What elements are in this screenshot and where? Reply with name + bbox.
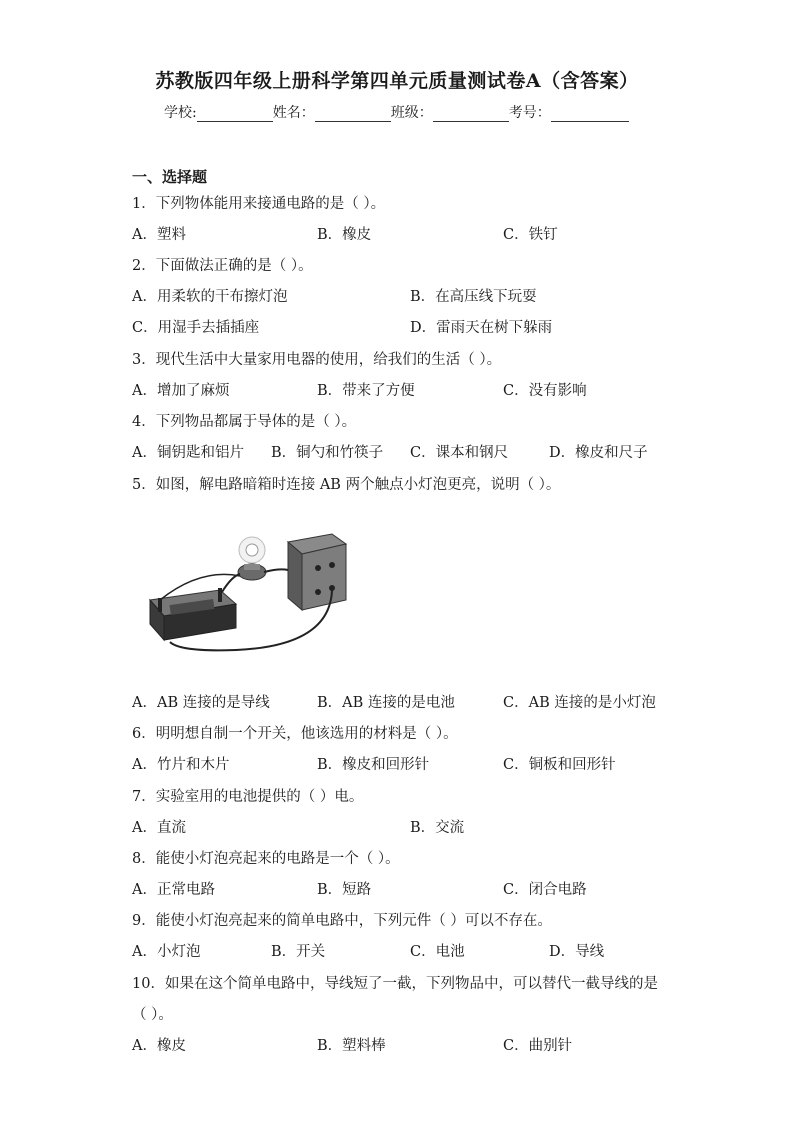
school-blank[interactable]	[197, 105, 273, 122]
option[interactable]: A．竹片和木片	[132, 757, 230, 773]
class-label: 班级：	[390, 105, 433, 121]
option[interactable]: B．AB 连接的是电池	[317, 695, 455, 711]
section-heading: 一、选择题	[132, 168, 208, 186]
question-stem: 6．明明想自制一个开关，他该选用的材料是（ ）。	[132, 726, 458, 742]
option[interactable]: D．橡皮和尺子	[549, 445, 648, 461]
question-stem-continued: （ ）。	[132, 1007, 173, 1023]
option[interactable]: C．没有影响	[503, 383, 587, 399]
option[interactable]: C．课本和钢尺	[410, 445, 509, 461]
option[interactable]: C．闭合电路	[503, 882, 587, 898]
option[interactable]: B．塑料棒	[317, 1038, 386, 1054]
question-stem: 7．实验室用的电池提供的（ ）电。	[132, 789, 364, 805]
option[interactable]: C．曲别针	[503, 1038, 573, 1054]
option[interactable]: A．增加了麻烦	[132, 383, 230, 399]
option[interactable]: A．小灯泡	[132, 944, 201, 960]
option[interactable]: B．开关	[271, 944, 326, 960]
option[interactable]: A．正常电路	[132, 882, 215, 898]
circuit-black-box-icon	[140, 528, 365, 658]
option[interactable]: B．铜勺和竹筷子	[271, 445, 384, 461]
number-label: 考号：	[508, 105, 551, 121]
option[interactable]: A．AB 连接的是导线	[132, 695, 270, 711]
question-stem: 5．如图，解电路暗箱时连接 AB 两个触点小灯泡更亮，说明（ ）。	[132, 477, 561, 493]
student-info-line	[164, 102, 629, 122]
option[interactable]: B．交流	[410, 820, 465, 836]
option[interactable]: D．导线	[549, 944, 605, 960]
question-stem: 2．下面做法正确的是（ ）。	[132, 258, 313, 274]
option[interactable]: B．带来了方便	[317, 383, 415, 399]
option[interactable]: C．电池	[410, 944, 465, 960]
question-stem: 1．下列物体能用来接通电路的是（ ）。	[132, 196, 386, 212]
school-label: 学校:	[164, 105, 197, 121]
name-blank[interactable]	[315, 105, 391, 122]
option[interactable]: D．雷雨天在树下躲雨	[410, 320, 553, 336]
option[interactable]: A．塑料	[132, 227, 186, 243]
question-stem: 8．能使小灯泡亮起来的电路是一个（ ）。	[132, 851, 400, 867]
question-stem: 4．下列物品都属于导体的是（ ）。	[132, 414, 357, 430]
question-stem: 3．现代生活中大量家用电器的使用，给我们的生活（ ）。	[132, 352, 502, 368]
question-stem: 10．如果在这个简单电路中，导线短了一截，下列物品中，可以替代一截导线的是	[132, 976, 658, 992]
option[interactable]: A．用柔软的干布擦灯泡	[132, 289, 288, 305]
page-title: 苏教版四年级上册科学第四单元质量测试卷A（含答案）	[155, 70, 639, 92]
class-blank[interactable]	[433, 105, 509, 122]
option[interactable]: A．铜钥匙和铝片	[132, 445, 244, 461]
option[interactable]: B．橡皮和回形针	[317, 757, 430, 773]
option[interactable]: C．用湿手去插插座	[132, 320, 260, 336]
option[interactable]: B．橡皮	[317, 227, 372, 243]
question-stem: 9．能使小灯泡亮起来的简单电路中，下列元件（ ）可以不存在。	[132, 913, 552, 929]
name-label: 姓名：	[272, 105, 315, 121]
number-blank[interactable]	[551, 105, 629, 122]
circuit-black-box-figure	[140, 528, 365, 658]
option[interactable]: A．橡皮	[132, 1038, 186, 1054]
option[interactable]: B．在高压线下玩耍	[410, 289, 537, 305]
option[interactable]: A．直流	[132, 820, 186, 836]
option[interactable]: C．铁钉	[503, 227, 558, 243]
option[interactable]: B．短路	[317, 882, 372, 898]
option[interactable]: C．铜板和回形针	[503, 757, 616, 773]
option[interactable]: C．AB 连接的是小灯泡	[503, 695, 656, 711]
